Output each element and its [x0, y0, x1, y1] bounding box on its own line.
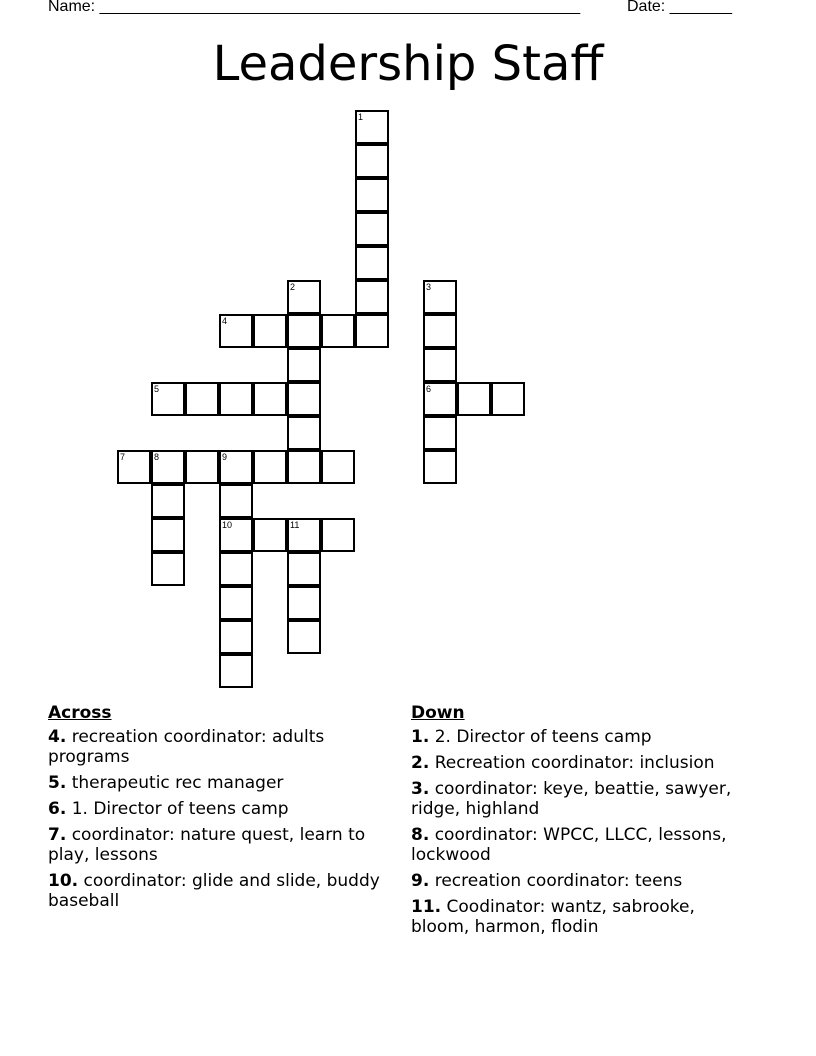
clue-text: recreation coordinator: adults programs — [48, 727, 325, 767]
grid-cell[interactable] — [423, 314, 457, 348]
clue-number: 1. — [411, 727, 430, 747]
clue-text: Recreation coordinator: inclusion — [429, 753, 715, 773]
grid-cell[interactable] — [423, 450, 457, 484]
grid-cell[interactable] — [355, 178, 389, 212]
clue-across-6 — [48, 799, 388, 819]
across-heading: Across — [48, 703, 112, 723]
clue-number: 6. — [48, 799, 67, 819]
across-clues — [48, 702, 388, 917]
grid-cell[interactable] — [219, 654, 253, 688]
clue-down-1 — [411, 727, 751, 747]
clue-text: recreation coordinator: teens — [429, 871, 683, 891]
clue-across-7 — [48, 825, 388, 865]
clue-number: 11. — [411, 897, 442, 917]
clue-number: 2. — [411, 753, 430, 773]
grid-cell[interactable] — [423, 348, 457, 382]
cell-number: 8 — [154, 452, 160, 462]
cell-number: 10 — [222, 520, 233, 530]
cell-number: 6 — [426, 384, 432, 394]
grid-cell[interactable] — [491, 382, 525, 416]
cell-number: 7 — [120, 452, 126, 462]
cell-number: 3 — [426, 282, 432, 292]
grid-cell[interactable] — [287, 552, 321, 586]
grid-cell[interactable] — [423, 416, 457, 450]
cell-number: 11 — [290, 520, 300, 530]
grid-cell[interactable] — [151, 552, 185, 586]
clue-number: 8. — [411, 825, 430, 845]
down-heading: Down — [411, 703, 465, 723]
clue-text: coordinator: glide and slide, buddy baseball — [48, 871, 380, 911]
clue-number: 10. — [48, 871, 79, 891]
clue-number: 3. — [411, 779, 430, 799]
clue-down-11 — [411, 897, 751, 937]
grid-cell[interactable] — [355, 144, 389, 178]
grid-cell[interactable] — [355, 280, 389, 314]
grid-cell[interactable] — [457, 382, 491, 416]
grid-cell[interactable] — [253, 382, 287, 416]
clue-text: therapeutic rec manager — [66, 773, 284, 793]
grid-cell[interactable] — [185, 382, 219, 416]
grid-cell[interactable] — [219, 518, 253, 552]
grid-cell[interactable] — [117, 450, 151, 484]
down-clues — [411, 702, 751, 943]
clue-number: 4. — [48, 727, 67, 747]
grid-cell[interactable] — [287, 416, 321, 450]
grid-cell[interactable] — [151, 382, 185, 416]
clue-text: 1. Director of teens camp — [66, 799, 289, 819]
grid-cell[interactable] — [423, 382, 457, 416]
clue-down-3 — [411, 779, 751, 819]
grid-cell[interactable] — [253, 450, 287, 484]
grid-cell[interactable] — [287, 518, 321, 552]
cell-number: 1 — [358, 112, 364, 122]
grid-cell[interactable] — [219, 586, 253, 620]
grid-cell[interactable] — [287, 450, 321, 484]
clue-text: coordinator: keye, beattie, sawyer, ridge, highland — [411, 779, 732, 819]
date-line[interactable]: Date: _______ — [627, 0, 732, 15]
grid-cell[interactable] — [321, 450, 355, 484]
page-title: Leadership Staff — [212, 36, 604, 92]
cell-number: 2 — [290, 282, 296, 292]
grid-cell[interactable] — [355, 110, 389, 144]
grid-cell[interactable] — [151, 450, 185, 484]
clue-across-5 — [48, 773, 388, 793]
grid-cell[interactable] — [219, 314, 253, 348]
grid-cell[interactable] — [355, 314, 389, 348]
grid-cell[interactable] — [219, 620, 253, 654]
grid-cell[interactable] — [219, 382, 253, 416]
grid-cell[interactable] — [287, 314, 321, 348]
clue-number: 7. — [48, 825, 67, 845]
cell-number: 5 — [154, 384, 160, 394]
clue-down-2 — [411, 753, 751, 773]
clue-text: coordinator: nature quest, learn to play, lessons — [48, 825, 366, 865]
grid-cell[interactable] — [423, 280, 457, 314]
grid-cell[interactable] — [151, 518, 185, 552]
grid-cell[interactable] — [355, 212, 389, 246]
clue-number: 5. — [48, 773, 67, 793]
clue-down-8 — [411, 825, 751, 865]
clue-across-4 — [48, 727, 388, 767]
clue-text: 2. Director of teens camp — [429, 727, 652, 747]
name-line[interactable]: Name: ______________________________________________________ — [48, 0, 581, 15]
clue-number: 9. — [411, 871, 430, 891]
grid-cell[interactable] — [287, 280, 321, 314]
cell-number: 9 — [222, 452, 228, 462]
grid-cell[interactable] — [355, 246, 389, 280]
grid-cell[interactable] — [219, 450, 253, 484]
grid-cell[interactable] — [287, 586, 321, 620]
grid-cell[interactable] — [321, 518, 355, 552]
grid-cell[interactable] — [287, 382, 321, 416]
clue-text: coordinator: WPCC, LLCC, lessons, lockwood — [411, 825, 727, 865]
grid-cell[interactable] — [287, 348, 321, 382]
grid-cell[interactable] — [253, 518, 287, 552]
grid-cell[interactable] — [219, 484, 253, 518]
grid-cell[interactable] — [253, 314, 287, 348]
clue-across-10 — [48, 871, 388, 911]
clue-text: Coodinator: wantz, sabrooke, bloom, harmon, flodin — [411, 897, 695, 937]
cell-number: 4 — [222, 316, 228, 326]
grid-cell[interactable] — [219, 552, 253, 586]
grid-cell[interactable] — [151, 484, 185, 518]
clue-down-9 — [411, 871, 751, 891]
grid-cell[interactable] — [185, 450, 219, 484]
grid-cell[interactable] — [321, 314, 355, 348]
grid-cell[interactable] — [287, 620, 321, 654]
